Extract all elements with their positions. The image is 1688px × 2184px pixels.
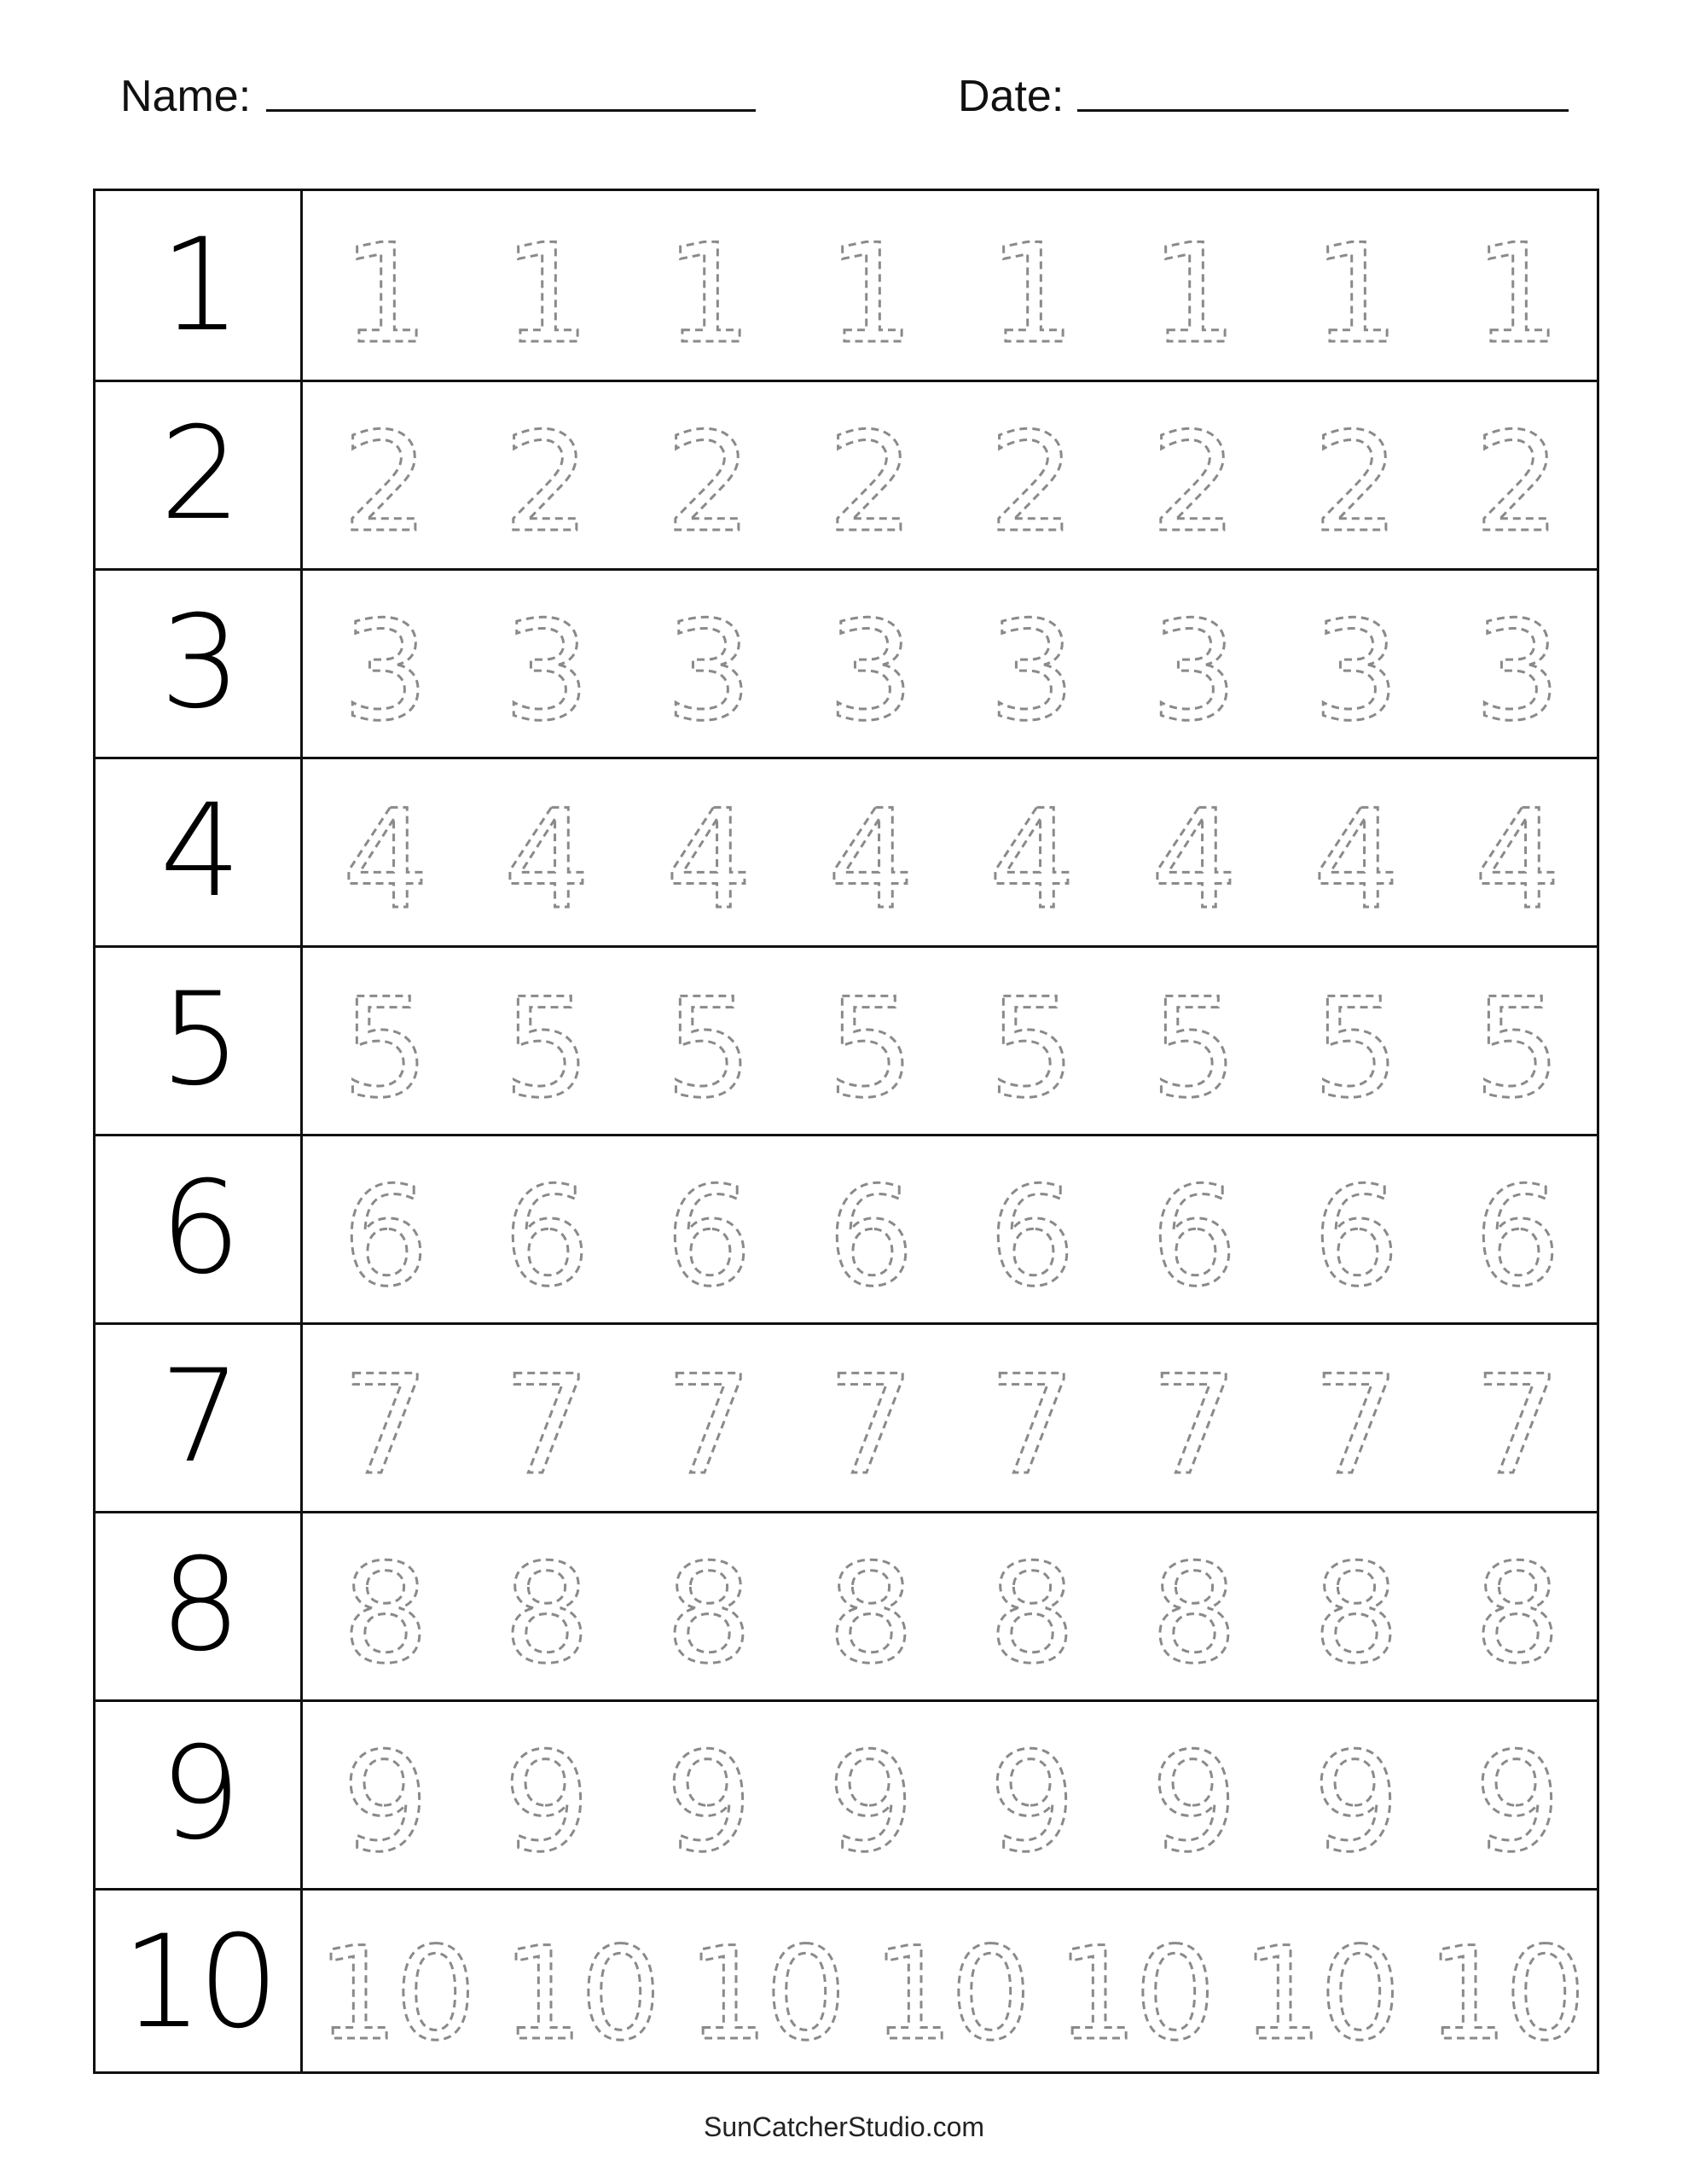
- trace-glyph: 4: [341, 780, 426, 931]
- dashed-trace-numeral[interactable]: [1275, 584, 1434, 742]
- trace-glyph: 10: [316, 1920, 473, 2062]
- trace-glyph: 3: [1151, 591, 1234, 742]
- trace-glyph: 8: [827, 1534, 911, 1685]
- dashed-trace-numeral[interactable]: [1113, 395, 1272, 554]
- trace-glyph: 4: [503, 780, 588, 931]
- dashed-trace-numeral[interactable]: [628, 772, 786, 931]
- trace-glyph: 6: [989, 1157, 1073, 1308]
- dashed-trace-numeral[interactable]: [1436, 1338, 1595, 1496]
- trace-area[interactable]: [303, 1511, 1597, 1699]
- trace-glyph: 3: [341, 591, 426, 742]
- dashed-trace-numeral[interactable]: [466, 961, 624, 1119]
- trace-glyph: 9: [1474, 1722, 1558, 1873]
- trace-glyph: 9: [341, 1722, 426, 1873]
- trace-glyph: 10: [1056, 1920, 1213, 2062]
- dashed-trace-numeral[interactable]: [628, 1526, 786, 1685]
- number-row: [96, 191, 1597, 380]
- trace-glyph: 1: [1312, 214, 1396, 365]
- dashed-trace-numeral[interactable]: [1113, 206, 1272, 365]
- dashed-trace-numeral[interactable]: [305, 1526, 463, 1685]
- trace-glyph: 7: [1312, 1345, 1396, 1496]
- name-label: Name:: [120, 72, 252, 121]
- trace-glyph: 5: [341, 968, 426, 1119]
- trace-glyph: 5: [827, 968, 911, 1119]
- dashed-trace-numeral[interactable]: [1275, 395, 1434, 554]
- trace-area[interactable]: [303, 1134, 1597, 1322]
- trace-glyph: 5: [665, 968, 749, 1119]
- dashed-trace-numeral[interactable]: [686, 1903, 844, 2062]
- trace-glyph: 4: [1151, 780, 1234, 931]
- dashed-trace-numeral[interactable]: [1275, 1526, 1434, 1685]
- trace-glyph: 5: [1151, 968, 1234, 1119]
- dashed-trace-numeral[interactable]: [305, 584, 463, 742]
- trace-glyph: 7: [989, 1345, 1073, 1496]
- dashed-trace-numeral[interactable]: [305, 1338, 463, 1496]
- trace-glyph: 3: [827, 591, 911, 742]
- trace-glyph: 8: [341, 1534, 426, 1685]
- dashed-trace-numeral[interactable]: [790, 395, 948, 554]
- dashed-trace-numeral[interactable]: [1275, 772, 1434, 931]
- trace-area[interactable]: [303, 1322, 1597, 1511]
- dashed-trace-numeral[interactable]: [628, 395, 786, 554]
- number-row: [96, 757, 1597, 945]
- trace-glyph: 6: [341, 1157, 426, 1308]
- dashed-trace-numeral[interactable]: [790, 1715, 948, 1873]
- trace-glyph: 7: [1151, 1345, 1234, 1496]
- number-row: [96, 1511, 1597, 1699]
- dashed-trace-numeral[interactable]: [466, 206, 624, 365]
- dashed-trace-numeral[interactable]: [790, 961, 948, 1119]
- number-row: [96, 568, 1597, 757]
- trace-glyph: 7: [665, 1345, 749, 1496]
- dashed-trace-numeral[interactable]: [951, 206, 1110, 365]
- dashed-trace-numeral[interactable]: [1275, 1149, 1434, 1308]
- trace-glyph: 1: [503, 214, 588, 365]
- model-numeral: 1: [160, 211, 236, 360]
- trace-glyph: 9: [827, 1722, 911, 1873]
- trace-glyph: 1: [1474, 214, 1558, 365]
- trace-glyph: 3: [989, 591, 1073, 742]
- trace-glyph: 1: [1151, 214, 1234, 365]
- dashed-trace-numeral[interactable]: [628, 961, 786, 1119]
- trace-glyph: 8: [1474, 1534, 1558, 1685]
- dashed-trace-numeral[interactable]: [305, 206, 463, 365]
- trace-glyph: 5: [989, 968, 1073, 1119]
- trace-glyph: 9: [989, 1722, 1073, 1873]
- dashed-trace-numeral[interactable]: [1113, 961, 1272, 1119]
- dashed-trace-numeral[interactable]: [790, 1338, 948, 1496]
- trace-glyph: 10: [1426, 1920, 1583, 2062]
- trace-glyph: 9: [665, 1722, 749, 1873]
- trace-glyph: 4: [1312, 780, 1396, 931]
- dashed-trace-numeral[interactable]: [628, 1149, 786, 1308]
- model-numeral: 2: [160, 399, 236, 549]
- trace-glyph: 3: [503, 591, 588, 742]
- dashed-trace-numeral[interactable]: [628, 1715, 786, 1873]
- dashed-trace-numeral[interactable]: [1113, 1526, 1272, 1685]
- dashed-trace-numeral[interactable]: [466, 584, 624, 742]
- dashed-trace-numeral[interactable]: [628, 1338, 786, 1496]
- trace-glyph: 2: [341, 403, 426, 554]
- trace-glyph: 1: [341, 214, 426, 365]
- trace-glyph: 8: [503, 1534, 588, 1685]
- number-row: [96, 1134, 1597, 1322]
- trace-glyph: 1: [827, 214, 911, 365]
- trace-area[interactable]: [303, 568, 1597, 757]
- number-row: [96, 380, 1597, 568]
- dashed-trace-numeral[interactable]: [316, 1903, 474, 2062]
- dashed-trace-numeral[interactable]: [1055, 1903, 1214, 2062]
- date-blank-line[interactable]: [1077, 109, 1569, 112]
- dashed-trace-numeral[interactable]: [305, 772, 463, 931]
- dashed-trace-numeral[interactable]: [951, 1338, 1110, 1496]
- trace-glyph: 8: [989, 1534, 1073, 1685]
- trace-glyph: 2: [989, 403, 1073, 554]
- dashed-trace-numeral[interactable]: [951, 772, 1110, 931]
- tracing-grid: [93, 189, 1599, 2074]
- footer-credit: SunCatcherStudio.com: [703, 2111, 985, 2142]
- trace-glyph: 2: [1312, 403, 1396, 554]
- dashed-trace-numeral[interactable]: [1436, 1526, 1595, 1685]
- model-numeral: 8: [160, 1531, 236, 1680]
- model-numeral: 9: [160, 1719, 236, 1868]
- dashed-trace-numeral[interactable]: [871, 1903, 1030, 2062]
- dashed-trace-numeral[interactable]: [466, 772, 624, 931]
- number-row: [96, 945, 1597, 1134]
- dashed-trace-numeral[interactable]: [305, 961, 463, 1119]
- trace-area[interactable]: [303, 191, 1597, 380]
- trace-glyph: 5: [1474, 968, 1558, 1119]
- dashed-trace-numeral[interactable]: [628, 584, 786, 742]
- model-numeral: 10: [121, 1908, 275, 2057]
- trace-glyph: 3: [1312, 591, 1396, 742]
- trace-glyph: 2: [665, 403, 749, 554]
- trace-glyph: 6: [1151, 1157, 1234, 1308]
- trace-glyph: 7: [827, 1345, 911, 1496]
- dashed-trace-numeral[interactable]: [790, 206, 948, 365]
- trace-glyph: 10: [502, 1920, 658, 2062]
- trace-glyph: 4: [665, 780, 749, 931]
- trace-glyph: 4: [1474, 780, 1558, 931]
- number-row: [96, 1699, 1597, 1888]
- number-row: [96, 1888, 1597, 2077]
- dashed-trace-numeral[interactable]: [951, 1526, 1110, 1685]
- dashed-trace-numeral[interactable]: [1113, 772, 1272, 931]
- name-blank-line[interactable]: [266, 109, 756, 112]
- dashed-trace-numeral[interactable]: [1275, 206, 1434, 365]
- trace-glyph: 6: [503, 1157, 588, 1308]
- number-row: [96, 1322, 1597, 1511]
- dashed-trace-numeral[interactable]: [501, 1903, 659, 2062]
- trace-glyph: 2: [1474, 403, 1558, 554]
- dashed-trace-numeral[interactable]: [951, 395, 1110, 554]
- dashed-trace-numeral[interactable]: [1113, 584, 1272, 742]
- dashed-trace-numeral[interactable]: [305, 1149, 463, 1308]
- dashed-trace-numeral[interactable]: [466, 1526, 624, 1685]
- trace-glyph: 3: [1474, 591, 1558, 742]
- trace-glyph: 6: [1312, 1157, 1396, 1308]
- trace-glyph: 1: [665, 214, 749, 365]
- trace-glyph: 2: [1151, 403, 1234, 554]
- dashed-trace-numeral[interactable]: [790, 584, 948, 742]
- dashed-trace-numeral[interactable]: [1436, 1149, 1595, 1308]
- dashed-trace-numeral[interactable]: [1436, 584, 1595, 742]
- trace-glyph: 4: [989, 780, 1073, 931]
- dashed-trace-numeral[interactable]: [1113, 1149, 1272, 1308]
- trace-glyph: 10: [872, 1920, 1028, 2062]
- dashed-trace-numeral[interactable]: [1240, 1903, 1399, 2062]
- trace-area[interactable]: [303, 1888, 1597, 2077]
- dashed-trace-numeral[interactable]: [1275, 1715, 1434, 1873]
- dashed-trace-numeral[interactable]: [951, 961, 1110, 1119]
- model-numeral: 4: [160, 776, 236, 926]
- model-numeral: 7: [160, 1342, 236, 1491]
- trace-glyph: 8: [665, 1534, 749, 1685]
- dashed-trace-numeral[interactable]: [951, 1149, 1110, 1308]
- dashed-trace-numeral[interactable]: [466, 395, 624, 554]
- trace-glyph: 1: [989, 214, 1073, 365]
- trace-glyph: 5: [1312, 968, 1396, 1119]
- trace-glyph: 9: [503, 1722, 588, 1873]
- trace-area[interactable]: [303, 945, 1597, 1134]
- trace-glyph: 9: [1151, 1722, 1234, 1873]
- dashed-trace-numeral[interactable]: [466, 1149, 624, 1308]
- trace-area[interactable]: [303, 1699, 1597, 1888]
- model-numeral: 5: [160, 965, 236, 1114]
- dashed-trace-numeral[interactable]: [790, 772, 948, 931]
- trace-glyph: 2: [827, 403, 911, 554]
- trace-glyph: 6: [827, 1157, 911, 1308]
- trace-glyph: 8: [1312, 1534, 1396, 1685]
- dashed-trace-numeral[interactable]: [1436, 206, 1595, 365]
- model-numeral: 6: [160, 1153, 236, 1303]
- dashed-trace-numeral[interactable]: [1275, 961, 1434, 1119]
- trace-glyph: 5: [503, 968, 588, 1119]
- dashed-trace-numeral[interactable]: [1113, 1338, 1272, 1496]
- trace-glyph: 9: [1312, 1722, 1396, 1873]
- trace-glyph: 4: [827, 780, 911, 931]
- dashed-trace-numeral[interactable]: [790, 1149, 948, 1308]
- date-label: Date:: [958, 72, 1064, 121]
- dashed-trace-numeral[interactable]: [305, 1715, 463, 1873]
- trace-area[interactable]: [303, 380, 1597, 568]
- trace-glyph: 8: [1151, 1534, 1234, 1685]
- dashed-trace-numeral[interactable]: [305, 395, 463, 554]
- dashed-trace-numeral[interactable]: [951, 1715, 1110, 1873]
- dashed-trace-numeral[interactable]: [1436, 1715, 1595, 1873]
- dashed-trace-numeral[interactable]: [790, 1526, 948, 1685]
- dashed-trace-numeral[interactable]: [1113, 1715, 1272, 1873]
- trace-area[interactable]: [303, 757, 1597, 945]
- trace-glyph: 3: [665, 591, 749, 742]
- trace-glyph: 10: [1241, 1920, 1398, 2062]
- dashed-trace-numeral[interactable]: [466, 1715, 624, 1873]
- dashed-trace-numeral[interactable]: [1436, 395, 1595, 554]
- dashed-trace-numeral[interactable]: [1425, 1903, 1584, 2062]
- trace-glyph: 2: [503, 403, 588, 554]
- model-numeral: 3: [160, 588, 236, 737]
- dashed-trace-numeral[interactable]: [466, 1338, 624, 1496]
- dashed-trace-numeral[interactable]: [1436, 961, 1595, 1119]
- trace-glyph: 10: [687, 1920, 844, 2062]
- trace-glyph: 7: [341, 1345, 426, 1496]
- trace-glyph: 7: [503, 1345, 588, 1496]
- dashed-trace-numeral[interactable]: [628, 206, 786, 365]
- dashed-trace-numeral[interactable]: [1275, 1338, 1434, 1496]
- dashed-trace-numeral[interactable]: [951, 584, 1110, 742]
- trace-glyph: 7: [1474, 1345, 1558, 1496]
- dashed-trace-numeral[interactable]: [1436, 772, 1595, 931]
- worksheet-header: [0, 67, 1688, 143]
- trace-glyph: 6: [1474, 1157, 1558, 1308]
- trace-glyph: 6: [665, 1157, 749, 1308]
